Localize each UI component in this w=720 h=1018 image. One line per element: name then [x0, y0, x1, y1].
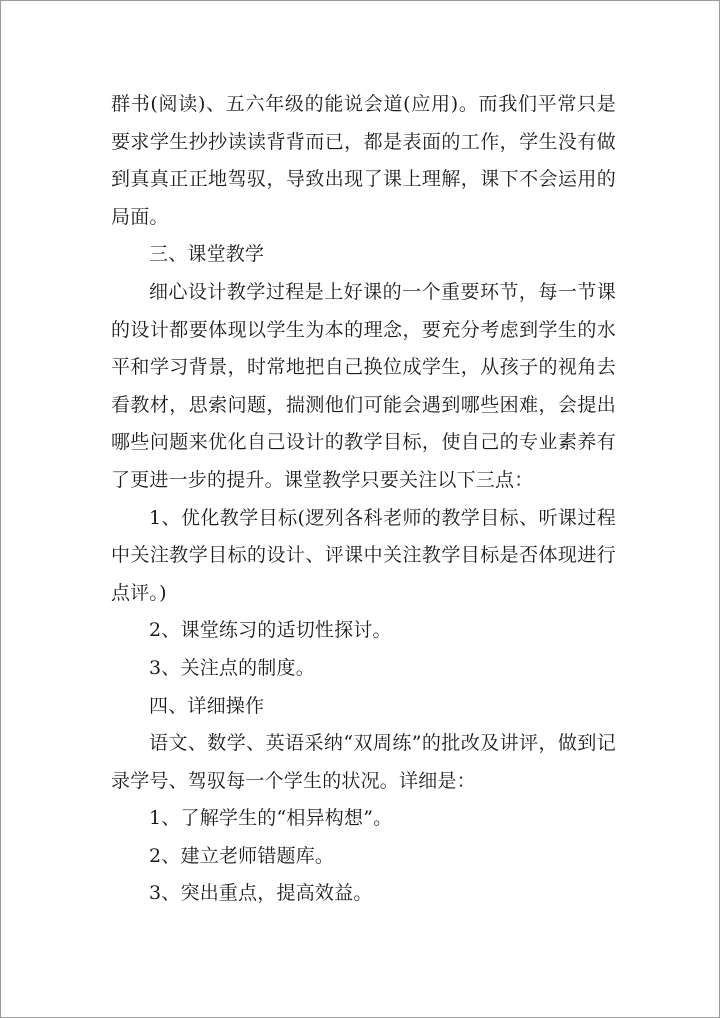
list-item-practice-discussion: 2、课堂练习的适切性探讨。 [149, 619, 392, 642]
list-item-understand-students: 1、了解学生的“相异构想”。 [149, 807, 393, 830]
paragraph-biweekly-practice: 语文、数学、英语采纳“双周练”的批改及讲评，做到记录学号、驾驭每一个学生的状况。详细是： [111, 732, 616, 792]
list-item-optimize-goals: 1、优化教学目标(逻列各科老师的教学目标、听课过程中关注教学目标的设计、评课中关注教学目标是否体现进行点评。) [111, 506, 616, 604]
list-item-focus-system: 3、关注点的制度。 [149, 656, 315, 679]
list-item-error-bank: 2、建立老师错题库。 [149, 844, 335, 867]
section-heading-detailed-operation: 四、详细操作 [149, 694, 265, 717]
document-body [111, 86, 616, 913]
paragraph-reading-application: 群书(阅读)、五六年级的能说会道(应用)。而我们平常只是要求学生抄抄读读背背而已，都是表面的工作，学生没有做到真真正正地驾驭，导致出现了课上理解，课下不会运用的局面。 [111, 93, 616, 228]
section-heading-classroom-teaching: 三、课堂教学 [149, 243, 265, 266]
list-item-highlight-focus: 3、突出重点，提高效益。 [149, 882, 373, 905]
paragraph-teaching-design: 细心设计教学过程是上好课的一个重要环节，每一节课的设计都要体现以学生为本的理念，要充分考虑到学生的水平和学习背景，时常地把自己换位成学生，从孩子的视角去看教材，思索问题，揣测他们可能会遇到哪些困难，会提出哪些问题来优化自己设计的教学目标，使自己的专业素养有了更进一步的提升。课堂教学只要关注以下三点： [111, 280, 616, 491]
